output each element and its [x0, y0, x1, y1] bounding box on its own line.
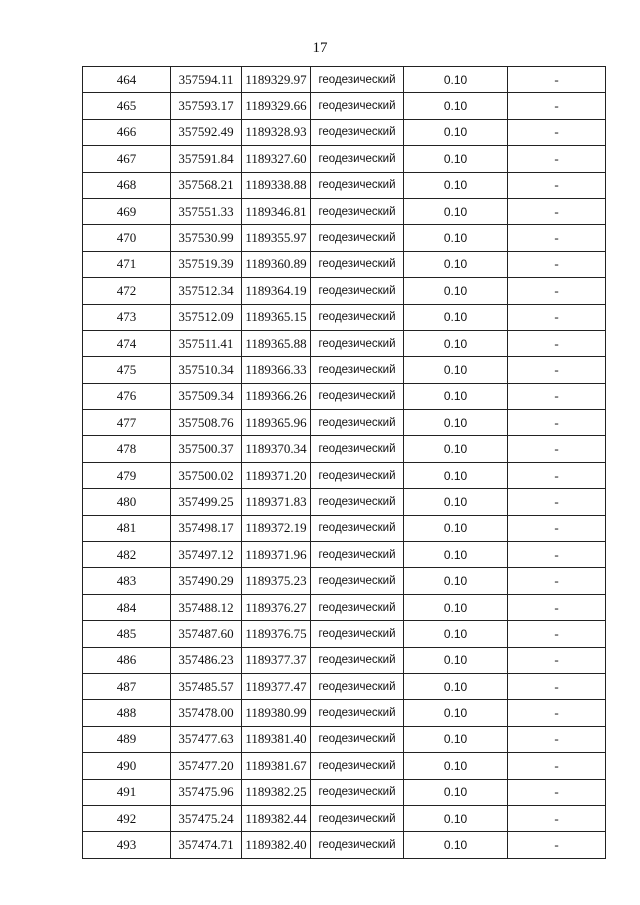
- y-coordinate-cell: 1189329.66: [242, 93, 311, 119]
- table-row: [83, 225, 606, 251]
- method-cell: геодезический: [311, 700, 404, 726]
- table-row: [83, 383, 606, 409]
- method-cell: геодезический: [311, 251, 404, 277]
- table-row: [83, 251, 606, 277]
- method-cell: геодезический: [311, 172, 404, 198]
- coordinates-table-body: [83, 67, 606, 859]
- y-coordinate-cell: 1189382.44: [242, 805, 311, 831]
- y-coordinate-cell: 1189365.96: [242, 410, 311, 436]
- accuracy-cell: 0.10: [404, 462, 508, 488]
- accuracy-cell: 0.10: [404, 726, 508, 752]
- x-coordinate-cell: 357568.21: [171, 172, 242, 198]
- y-coordinate-cell: 1189328.93: [242, 119, 311, 145]
- y-coordinate-cell: 1189365.88: [242, 330, 311, 356]
- x-coordinate-cell: 357592.49: [171, 119, 242, 145]
- description-cell: -: [508, 304, 606, 330]
- table-row: [83, 146, 606, 172]
- y-coordinate-cell: 1189376.75: [242, 621, 311, 647]
- description-cell: -: [508, 383, 606, 409]
- description-cell: -: [508, 330, 606, 356]
- description-cell: -: [508, 753, 606, 779]
- method-cell: геодезический: [311, 568, 404, 594]
- accuracy-cell: 0.10: [404, 278, 508, 304]
- y-coordinate-cell: 1189381.40: [242, 726, 311, 752]
- point-number-cell: 477: [83, 410, 171, 436]
- description-cell: -: [508, 198, 606, 224]
- accuracy-cell: 0.10: [404, 357, 508, 383]
- description-cell: -: [508, 172, 606, 198]
- description-cell: -: [508, 119, 606, 145]
- description-cell: -: [508, 726, 606, 752]
- y-coordinate-cell: 1189382.25: [242, 779, 311, 805]
- method-cell: геодезический: [311, 515, 404, 541]
- y-coordinate-cell: 1189375.23: [242, 568, 311, 594]
- x-coordinate-cell: 357477.63: [171, 726, 242, 752]
- point-number-cell: 485: [83, 621, 171, 647]
- method-cell: геодезический: [311, 621, 404, 647]
- point-number-cell: 466: [83, 119, 171, 145]
- description-cell: -: [508, 489, 606, 515]
- x-coordinate-cell: 357490.29: [171, 568, 242, 594]
- accuracy-cell: 0.10: [404, 700, 508, 726]
- method-cell: геодезический: [311, 93, 404, 119]
- x-coordinate-cell: 357477.20: [171, 753, 242, 779]
- point-number-cell: 479: [83, 462, 171, 488]
- point-number-cell: 465: [83, 93, 171, 119]
- y-coordinate-cell: 1189382.40: [242, 832, 311, 858]
- table-row: [83, 805, 606, 831]
- point-number-cell: 488: [83, 700, 171, 726]
- method-cell: геодезический: [311, 673, 404, 699]
- point-number-cell: 474: [83, 330, 171, 356]
- description-cell: -: [508, 225, 606, 251]
- description-cell: -: [508, 436, 606, 462]
- accuracy-cell: 0.10: [404, 67, 508, 93]
- method-cell: геодезический: [311, 146, 404, 172]
- accuracy-cell: 0.10: [404, 436, 508, 462]
- table-row: [83, 700, 606, 726]
- description-cell: -: [508, 410, 606, 436]
- y-coordinate-cell: 1189381.67: [242, 753, 311, 779]
- point-number-cell: 471: [83, 251, 171, 277]
- table-row: [83, 515, 606, 541]
- method-cell: геодезический: [311, 779, 404, 805]
- x-coordinate-cell: 357475.96: [171, 779, 242, 805]
- x-coordinate-cell: 357551.33: [171, 198, 242, 224]
- table-row: [83, 621, 606, 647]
- y-coordinate-cell: 1189377.47: [242, 673, 311, 699]
- x-coordinate-cell: 357511.41: [171, 330, 242, 356]
- x-coordinate-cell: 357486.23: [171, 647, 242, 673]
- y-coordinate-cell: 1189372.19: [242, 515, 311, 541]
- description-cell: -: [508, 515, 606, 541]
- table-row: [83, 410, 606, 436]
- coordinates-table: [82, 66, 606, 859]
- x-coordinate-cell: 357487.60: [171, 621, 242, 647]
- x-coordinate-cell: 357508.76: [171, 410, 242, 436]
- y-coordinate-cell: 1189370.34: [242, 436, 311, 462]
- x-coordinate-cell: 357499.25: [171, 489, 242, 515]
- accuracy-cell: 0.10: [404, 621, 508, 647]
- point-number-cell: 464: [83, 67, 171, 93]
- table-row: [83, 278, 606, 304]
- table-row: [83, 462, 606, 488]
- description-cell: -: [508, 805, 606, 831]
- accuracy-cell: 0.10: [404, 805, 508, 831]
- method-cell: геодезический: [311, 383, 404, 409]
- y-coordinate-cell: 1189329.97: [242, 67, 311, 93]
- table-row: [83, 93, 606, 119]
- description-cell: -: [508, 621, 606, 647]
- accuracy-cell: 0.10: [404, 119, 508, 145]
- table-row: [83, 673, 606, 699]
- point-number-cell: 490: [83, 753, 171, 779]
- y-coordinate-cell: 1189364.19: [242, 278, 311, 304]
- accuracy-cell: 0.10: [404, 568, 508, 594]
- accuracy-cell: 0.10: [404, 753, 508, 779]
- x-coordinate-cell: 357497.12: [171, 542, 242, 568]
- point-number-cell: 483: [83, 568, 171, 594]
- x-coordinate-cell: 357593.17: [171, 93, 242, 119]
- accuracy-cell: 0.10: [404, 410, 508, 436]
- description-cell: -: [508, 278, 606, 304]
- y-coordinate-cell: 1189346.81: [242, 198, 311, 224]
- y-coordinate-cell: 1189371.20: [242, 462, 311, 488]
- accuracy-cell: 0.10: [404, 673, 508, 699]
- accuracy-cell: 0.10: [404, 515, 508, 541]
- point-number-cell: 487: [83, 673, 171, 699]
- method-cell: геодезический: [311, 832, 404, 858]
- x-coordinate-cell: 357510.34: [171, 357, 242, 383]
- point-number-cell: 481: [83, 515, 171, 541]
- table-row: [83, 304, 606, 330]
- table-row: [83, 568, 606, 594]
- y-coordinate-cell: 1189366.33: [242, 357, 311, 383]
- x-coordinate-cell: 357498.17: [171, 515, 242, 541]
- x-coordinate-cell: 357530.99: [171, 225, 242, 251]
- x-coordinate-cell: 357509.34: [171, 383, 242, 409]
- accuracy-cell: 0.10: [404, 146, 508, 172]
- point-number-cell: 478: [83, 436, 171, 462]
- y-coordinate-cell: 1189380.99: [242, 700, 311, 726]
- method-cell: геодезический: [311, 304, 404, 330]
- table-row: [83, 330, 606, 356]
- method-cell: геодезический: [311, 119, 404, 145]
- table-row: [83, 489, 606, 515]
- accuracy-cell: 0.10: [404, 383, 508, 409]
- description-cell: -: [508, 251, 606, 277]
- table-row: [83, 832, 606, 858]
- x-coordinate-cell: 357475.24: [171, 805, 242, 831]
- y-coordinate-cell: 1189365.15: [242, 304, 311, 330]
- accuracy-cell: 0.10: [404, 304, 508, 330]
- method-cell: геодезический: [311, 330, 404, 356]
- x-coordinate-cell: 357500.02: [171, 462, 242, 488]
- point-number-cell: 475: [83, 357, 171, 383]
- method-cell: геодезический: [311, 726, 404, 752]
- method-cell: геодезический: [311, 753, 404, 779]
- y-coordinate-cell: 1189376.27: [242, 594, 311, 620]
- accuracy-cell: 0.10: [404, 832, 508, 858]
- y-coordinate-cell: 1189338.88: [242, 172, 311, 198]
- x-coordinate-cell: 357485.57: [171, 673, 242, 699]
- x-coordinate-cell: 357488.12: [171, 594, 242, 620]
- method-cell: геодезический: [311, 225, 404, 251]
- description-cell: -: [508, 93, 606, 119]
- x-coordinate-cell: 357512.34: [171, 278, 242, 304]
- y-coordinate-cell: 1189360.89: [242, 251, 311, 277]
- table-row: [83, 753, 606, 779]
- table-row: [83, 436, 606, 462]
- point-number-cell: 472: [83, 278, 171, 304]
- point-number-cell: 486: [83, 647, 171, 673]
- point-number-cell: 489: [83, 726, 171, 752]
- description-cell: -: [508, 832, 606, 858]
- method-cell: геодезический: [311, 594, 404, 620]
- page-number: 17: [312, 40, 328, 56]
- description-cell: -: [508, 594, 606, 620]
- table-row: [83, 357, 606, 383]
- method-cell: геодезический: [311, 647, 404, 673]
- y-coordinate-cell: 1189327.60: [242, 146, 311, 172]
- description-cell: -: [508, 700, 606, 726]
- method-cell: геодезический: [311, 805, 404, 831]
- table-row: [83, 594, 606, 620]
- point-number-cell: 476: [83, 383, 171, 409]
- y-coordinate-cell: 1189355.97: [242, 225, 311, 251]
- accuracy-cell: 0.10: [404, 542, 508, 568]
- accuracy-cell: 0.10: [404, 594, 508, 620]
- x-coordinate-cell: 357591.84: [171, 146, 242, 172]
- accuracy-cell: 0.10: [404, 93, 508, 119]
- point-number-cell: 469: [83, 198, 171, 224]
- method-cell: геодезический: [311, 357, 404, 383]
- table-row: [83, 119, 606, 145]
- accuracy-cell: 0.10: [404, 489, 508, 515]
- method-cell: геодезический: [311, 462, 404, 488]
- method-cell: геодезический: [311, 489, 404, 515]
- x-coordinate-cell: 357500.37: [171, 436, 242, 462]
- point-number-cell: 484: [83, 594, 171, 620]
- method-cell: геодезический: [311, 198, 404, 224]
- point-number-cell: 468: [83, 172, 171, 198]
- table-row: [83, 67, 606, 93]
- accuracy-cell: 0.10: [404, 198, 508, 224]
- table-row: [83, 726, 606, 752]
- point-number-cell: 473: [83, 304, 171, 330]
- description-cell: -: [508, 67, 606, 93]
- point-number-cell: 493: [83, 832, 171, 858]
- table-row: [83, 647, 606, 673]
- x-coordinate-cell: 357594.11: [171, 67, 242, 93]
- point-number-cell: 491: [83, 779, 171, 805]
- description-cell: -: [508, 357, 606, 383]
- table-row: [83, 172, 606, 198]
- point-number-cell: 470: [83, 225, 171, 251]
- accuracy-cell: 0.10: [404, 330, 508, 356]
- description-cell: -: [508, 542, 606, 568]
- accuracy-cell: 0.10: [404, 225, 508, 251]
- method-cell: геодезический: [311, 436, 404, 462]
- point-number-cell: 467: [83, 146, 171, 172]
- table-row: [83, 198, 606, 224]
- point-number-cell: 492: [83, 805, 171, 831]
- accuracy-cell: 0.10: [404, 251, 508, 277]
- description-cell: -: [508, 673, 606, 699]
- accuracy-cell: 0.10: [404, 647, 508, 673]
- x-coordinate-cell: 357474.71: [171, 832, 242, 858]
- description-cell: -: [508, 462, 606, 488]
- description-cell: -: [508, 779, 606, 805]
- x-coordinate-cell: 357512.09: [171, 304, 242, 330]
- y-coordinate-cell: 1189371.96: [242, 542, 311, 568]
- accuracy-cell: 0.10: [404, 779, 508, 805]
- y-coordinate-cell: 1189371.83: [242, 489, 311, 515]
- description-cell: -: [508, 647, 606, 673]
- accuracy-cell: 0.10: [404, 172, 508, 198]
- point-number-cell: 482: [83, 542, 171, 568]
- point-number-cell: 480: [83, 489, 171, 515]
- x-coordinate-cell: 357519.39: [171, 251, 242, 277]
- table-row: [83, 779, 606, 805]
- y-coordinate-cell: 1189366.26: [242, 383, 311, 409]
- method-cell: геодезический: [311, 410, 404, 436]
- method-cell: геодезический: [311, 278, 404, 304]
- table-row: [83, 542, 606, 568]
- y-coordinate-cell: 1189377.37: [242, 647, 311, 673]
- method-cell: геодезический: [311, 542, 404, 568]
- method-cell: геодезический: [311, 67, 404, 93]
- description-cell: -: [508, 146, 606, 172]
- description-cell: -: [508, 568, 606, 594]
- x-coordinate-cell: 357478.00: [171, 700, 242, 726]
